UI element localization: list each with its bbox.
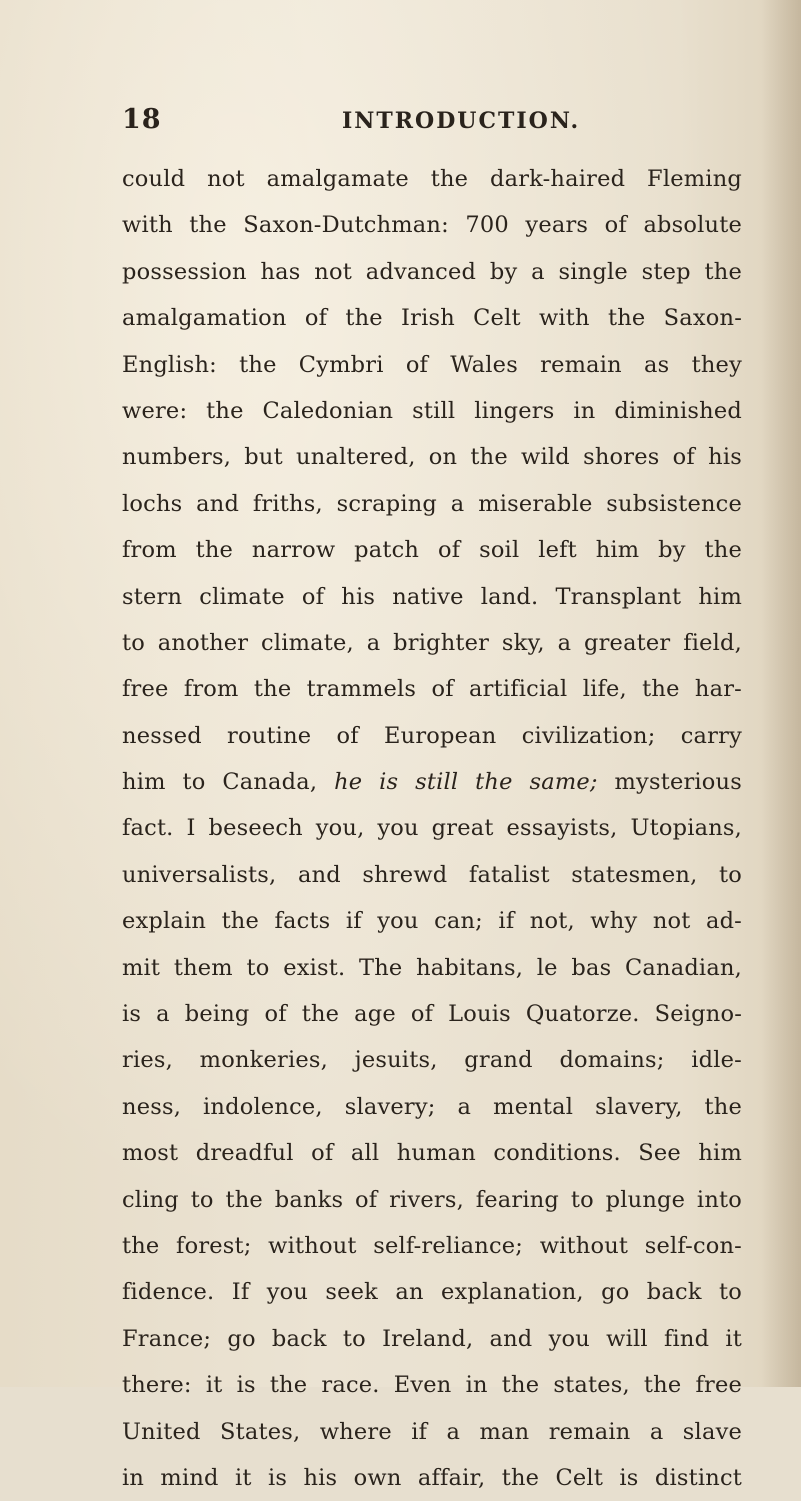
- body-text: [122, 156, 742, 1501]
- page-header: [122, 104, 682, 138]
- text-line: fidence. If you seek an explanation, go back to: [122, 1279, 742, 1306]
- page-number: 18: [122, 104, 162, 135]
- text-line: the forest; without self-reliance; without self-con-: [122, 1232, 742, 1259]
- text-line: to another climate, a brighter sky, a greater field,: [122, 629, 742, 656]
- text-line: possession has not advanced by a single step the: [122, 258, 742, 285]
- text-line: there: it is the race. Even in the states, the free: [122, 1372, 742, 1399]
- text-line: with the Saxon-Dutchman: 700 years of absolute: [122, 212, 742, 239]
- text-line: could not amalgamate the dark-haired Fleming: [122, 166, 742, 192]
- text-line: fact. I beseech you, you great essayists, Utopians,: [122, 815, 742, 842]
- text-line: in mind it is his own affair, the Celt is distinct: [122, 1464, 742, 1491]
- text-line-with-italic: [122, 759, 742, 805]
- text-line: explain the facts if you can; if not, why not ad-: [122, 908, 742, 935]
- text-line: stern climate of his native land. Transplant him: [122, 583, 742, 610]
- text-line: is a being of the age of Louis Quatorze. Seigno-: [122, 1001, 742, 1028]
- text-line: ries, monkeries, jesuits, grand domains; idle-: [122, 1047, 742, 1074]
- text-line: from the narrow patch of soil left him by the: [122, 537, 742, 564]
- text-line: ness, indolence, slavery; a mental slavery, the: [122, 1093, 742, 1120]
- text-line: cling to the banks of rivers, fearing to plunge into: [122, 1186, 742, 1213]
- text-line: amalgamation of the Irish Celt with the Saxon-: [122, 305, 742, 332]
- text-segment: mysterious: [597, 769, 742, 796]
- text-line: nessed routine of European civilization; carry: [122, 722, 742, 749]
- text-line: most dreadful of all human conditions. See him: [122, 1140, 742, 1167]
- text-line: mit them to exist. The habitans, le bas Canadian,: [122, 954, 742, 981]
- running-title: INTRODUCTION.: [342, 108, 581, 134]
- text-line: universalists, and shrewd fatalist statesmen, to: [122, 861, 742, 888]
- text-segment: him to Canada,: [122, 769, 335, 796]
- text-line: were: the Caledonian still lingers in diminished: [122, 397, 742, 424]
- text-line: English: the Cymbri of Wales remain as they: [122, 351, 742, 378]
- page-edge-shadow: [761, 0, 801, 1387]
- text-line: France; go back to Ireland, and you will find it: [122, 1325, 742, 1352]
- text-line: free from the trammels of artificial life, the har-: [122, 676, 742, 703]
- text-line: United States, where if a man remain a slave: [122, 1418, 742, 1445]
- text-line: numbers, but unaltered, on the wild shores of his: [122, 444, 742, 471]
- text-line: lochs and friths, scraping a miserable subsistence: [122, 490, 742, 517]
- italic-phrase: he is still the same;: [334, 769, 598, 796]
